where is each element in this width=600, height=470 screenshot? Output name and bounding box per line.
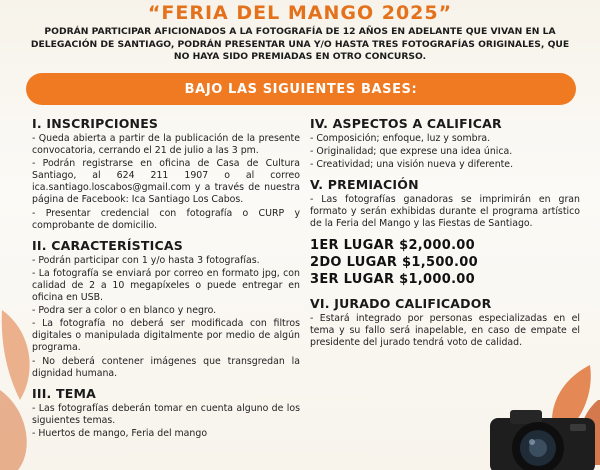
intro-text: PODRÁN PARTICIPAR AFICIONADOS A LA FOTOGRAFÍA DE 12 AÑOS EN ADELANTE QUE VIVAN EN LA DELEGACIÓN DE SANTIAGO, PODRÁN PRESENTAR UNA Y/O HASTA TRES FOTOGRAFÍAS ORIGINALES, QUE NO HAYA SIDO PREMIADAS EN OTRO CONCURSO.	[30, 26, 570, 63]
list-item: - Creatividad; una visión nueva y diferente.	[310, 159, 514, 171]
list-item: - Las fotografías deberán tomar en cuenta alguno de los siguientes temas.	[32, 402, 300, 426]
section-heading: V. PREMIACIÓN	[310, 177, 419, 193]
list-item: - Originalidad; que exprese una idea única.	[310, 146, 513, 158]
section-premiacion	[310, 177, 580, 287]
camera-icon	[470, 390, 600, 470]
section-tema	[32, 386, 300, 440]
bases-banner: BAJO LAS SIGUIENTES BASES:	[26, 73, 576, 105]
section-heading: IV. ASPECTOS A CALIFICAR	[310, 116, 502, 131]
prize-first: 1ER LUGAR $2,000.00	[310, 237, 476, 253]
list-item: - La fotografía no deberá ser modificada con filtros digitales o manipulada digitalmente por medio de algún programa.	[32, 318, 300, 354]
section-inscripciones	[32, 116, 300, 232]
list-item: - Presentar credencial con fotografía o CURP y comprobante de domicilio.	[32, 207, 300, 231]
list-item: - Queda abierta a partir de la publicación de la presente convocatoria, cerrando el 21 de julio a las 3 pm.	[32, 133, 300, 157]
section-heading: III. TEMA	[32, 385, 97, 401]
list-item: - Podrán registrarse en oficina de Casa de Cultura Santiago, al 624 211 1907 o al correo ica.santiago.loscabos@gmail.com y a través de nuestra página de Facebook: Ica Santiago Los Cabos.	[32, 158, 300, 206]
section-heading: I. INSCRIPCIONES	[32, 116, 159, 131]
page-title: “FERIA DEL MANGO 2025”	[147, 2, 453, 24]
section-jurado	[310, 296, 580, 349]
prize-second: 2DO LUGAR $1,500.00	[310, 254, 478, 270]
list-item: - Estará integrado por personas especializadas en el tema y su fallo será inapelable, en caso de empate el presidente del jurado tendrá voto de calidad.	[310, 312, 580, 348]
list-item: - Podrán participar con 1 y/o hasta 3 fotografías.	[32, 254, 260, 266]
prize-list	[310, 237, 580, 288]
list-item: - Podra ser a color o en blanco y negro.	[32, 305, 217, 317]
section-caracteristicas	[32, 238, 300, 380]
section-aspectos	[310, 116, 580, 171]
list-item: - Las fotografías ganadoras se imprimirán en gran formato y serán exhibidas durante el programa artístico de la Feria del Mango y las Fiestas de Santiago.	[310, 194, 580, 230]
section-heading: II. CARACTERÍSTICAS	[32, 237, 183, 253]
prize-third: 3ER LUGAR $1,000.00	[310, 271, 476, 287]
list-item: - La fotografía se enviará por correo en formato jpg, con calidad de 2 a 10 megapíxeles o puede entregar en oficina en USB.	[32, 267, 300, 304]
list-item: - No deberá contener imágenes que transgredan la dignidad humana.	[32, 355, 300, 379]
left-column	[32, 116, 300, 446]
list-item: - Composición; enfoque, luz y sombra.	[310, 133, 491, 144]
section-heading: VI. JURADO CALIFICADOR	[310, 295, 492, 311]
list-item: - Huertos de mango, Feria del mango	[32, 427, 208, 439]
right-column	[310, 116, 580, 355]
